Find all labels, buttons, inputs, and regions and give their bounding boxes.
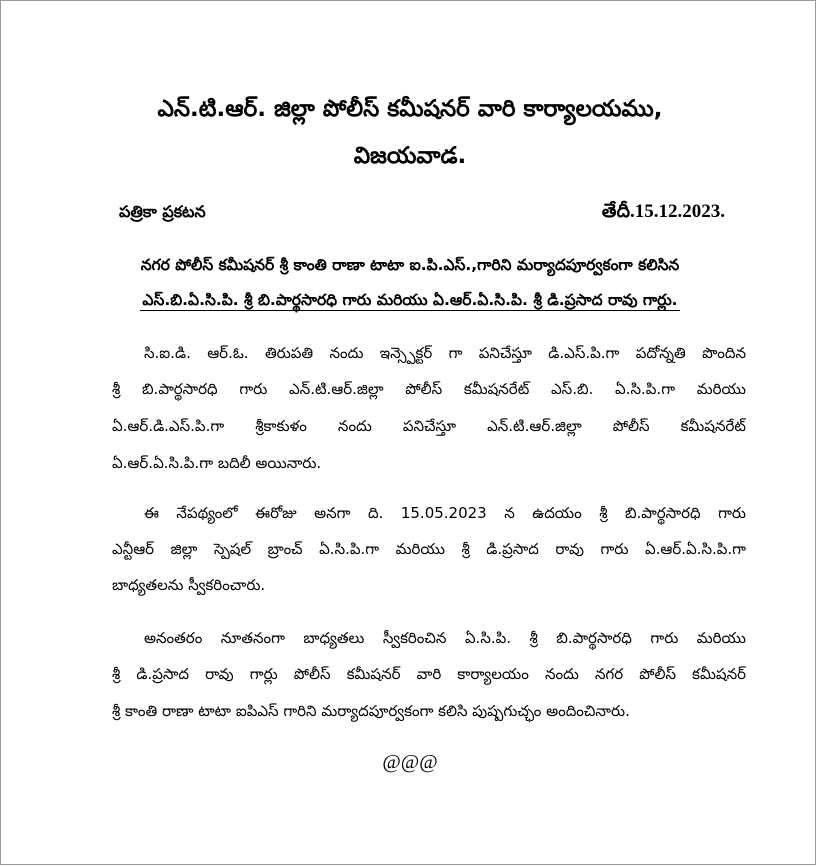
paragraph-3-line-1: అనంతరం నూతనంగా బాధ్యతలు స్వీకరించిన ఏ.సి.పి. శ్రీ బి.పార్థసారధి గారు మరియు [144,629,746,647]
paragraph-1-line-1: సి.ఐ.డి. ఆర్.ఓ. తిరుపతి నందు ఇన్స్పెక్టర్ గా పనిచేస్తూ డి.ఎస్.పి.గా పదోన్నతి పొందిన [144,344,746,362]
paragraph-2-line-1: ఈ నేపథ్యంలో ఈరోజు అనగా ది. 15.05.2023 న ఉదయం శ్రీ బి.పార్థసారధి గారు [144,504,746,522]
paragraph-3-line-2: శ్రీ డి.ప్రసాద రావు గార్లు పోలీస్ కమీషనర్ వారి కార్యాలయం నందు నగర పోలీస్ కమీషనర్ [112,665,746,683]
paragraph-3-line-3: శ్రీ కాంతి రాణా టాటా ఐపిఎస్ గారిని మర్యాదపూర్వకంగా కలిసి పుష్పగుచ్ఛం అందించినారు. [112,702,630,720]
paragraph-2-line-2: ఎన్టీఆర్ జిల్లా స్పెషల్ బ్రాంచ్ ఏ.సి.పి.గా మరియు శ్రీ డి.ప్రసాద రావు గారు ఏ.ఆర్.ఏ.సి.పి.గా [112,540,746,558]
end-mark: @@@ [382,751,438,773]
subject-line-2-text: ఎస్.బి.ఏ.సి.పి. శ్రీ బి.పార్థసారధి గారు మరియు ఏ.ఆర్.ఏ.సి.పి. శ్రీ డి.ప్రసాద రావు గార్లు. [142,291,678,309]
subject-line-2 [1,287,818,313]
office-city: విజయవాడ. [353,143,467,169]
paragraph-2-line-3: బాధ్యతలను స్వీకరించారు. [112,576,266,594]
paragraph-1-line-3: ఏ.ఆర్.డి.ఎస్.పి.గా శ్రీకాకుళం నందు పనిచేస్తూ ఎన్.టి.ఆర్.జిల్లా పోలీస్ కమీషనరేట్ [112,417,746,435]
office-title: ఎన్.టి.ఆర్. జిల్లా పోలీస్ కమీషనర్ వారి కార్యాలయము, [157,96,663,122]
subject-line-1: నగర పోలీస్ కమీషనర్ శ్రీ కాంతి రాణా టాటా ఐ.పి.ఎస్.,గారిని మర్యాదపూర్వకంగా కలిసిన [140,256,680,274]
release-date: తేదీ.15.12.2023. [601,201,725,222]
paragraph-1-line-2: శ్రీ బి.పార్థసారధి గారు ఎన్.టి.ఆర్.జిల్లా పోలీస్ కమీషనరేట్ ఎస్.బి. ఏ.సి.పి.గా మరియు [112,380,746,398]
paragraph-1-line-4: ఏ.ఆర్.ఏ.సి.పి.గా బదిలీ అయినారు. [112,454,322,472]
press-release-label: పత్రికా ప్రకటన [119,202,206,221]
